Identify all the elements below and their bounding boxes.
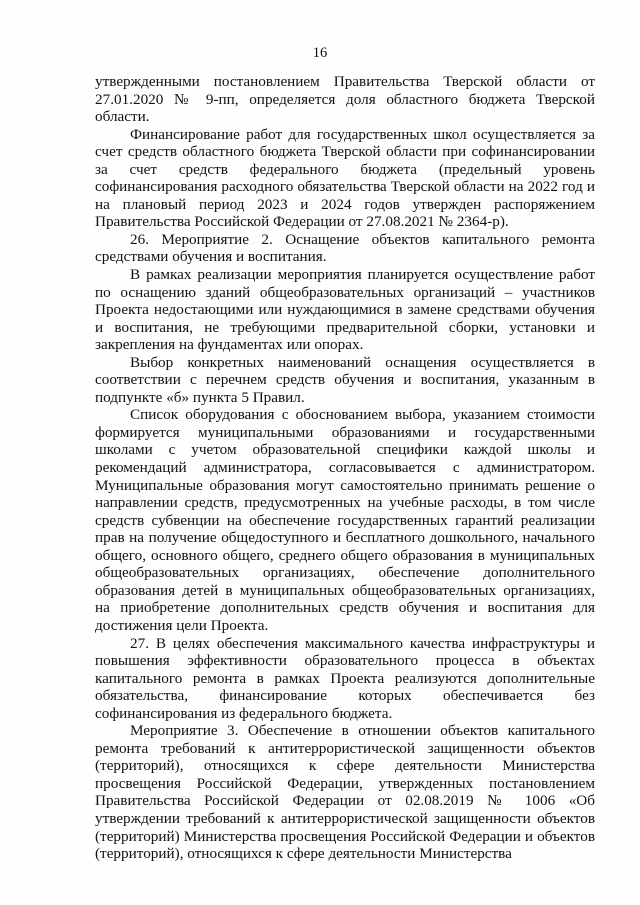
paragraph-item-26: 26. Мероприятие 2. Оснащение объектов капитального ремонта средствами обучения и воспитания. <box>95 230 595 266</box>
paragraph-equipment-choice: Выбор конкретных наименований оснащения осуществляется в соответствии с перечнем средств обучения и воспитания, указанным в подпункте «б» пункта 5 Правил. <box>95 353 595 406</box>
paragraph-equipment-list: Список оборудования с обоснованием выбора, указанием стоимости формируется муниципальными образованиями и государственными школами с учетом образовательной специфики каждой школы и рекомендаций администратора, согласовывается с администратором. Муниципальные образования могут самостоятельно принимать решение о направлении средств, предусмотренных на учебные расходы, в том числе средств субвенции на обеспечение государственных гарантий реализации прав на получение общедоступного и бесплатного дошкольного, начального общего, основного общего, среднего общего образования в муниципальных общеобразовательных организациях, обеспечение дополнительного образования детей в муниципальных общеобразовательных организациях, на приобретение дополнительных средств обучения и воспитания для достижения цели Проекта. <box>95 406 595 634</box>
paragraph-continuation: утвержденными постановлением Правительства Тверской области от 27.01.2020 № 9-пп, определяется доля областного бюджета Тверской области. <box>95 73 595 126</box>
document-body <box>95 73 595 863</box>
paragraph-financing: Финансирование работ для государственных школ осуществляется за счет средств областного бюджета Тверской области при софинансировании за счет средств федерального бюджета (предельный уровень софинансирования расходного обязательства Тверской области на 2022 год и на плановый период 2023 и 2024 годов утвержден распоряжением Правительства Российской Федерации от 27.08.2021 № 2364-р). <box>95 125 595 231</box>
paragraph-measure-3: Мероприятие 3. Обеспечение в отношении объектов капитального ремонта требований к антитеррористической защищенности объектов (территорий), относящихся к сфере деятельности Министерства просвещения Российской Федерации, утвержденных постановлением Правительства Российской Федерации от 02.08.2019 № 1006 «Об утверждении требований к антитеррористической защищенности объектов (территорий) Министерства просвещения Российской Федерации и объектов (территорий), относящихся к сфере деятельности Министерства <box>95 722 595 863</box>
page-number: 16 <box>312 45 328 61</box>
paragraph-item-27: 27. В целях обеспечения максимального качества инфраструктуры и повышения эффективности образовательного процесса в объектах капитального ремонта в рамках Проекта реализуются дополнительные обязательства, финансирование которых обеспечивается без софинансирования из федерального бюджета. <box>95 634 595 722</box>
paragraph-implementation: В рамках реализации мероприятия планируется осуществление работ по оснащению зданий общеобразовательных организаций – участников Проекта недостающими или нуждающимися в замене средствами обучения и воспитания, не требующими предварительной сборки, установки и закрепления на фундаментах или опорах. <box>95 266 595 354</box>
